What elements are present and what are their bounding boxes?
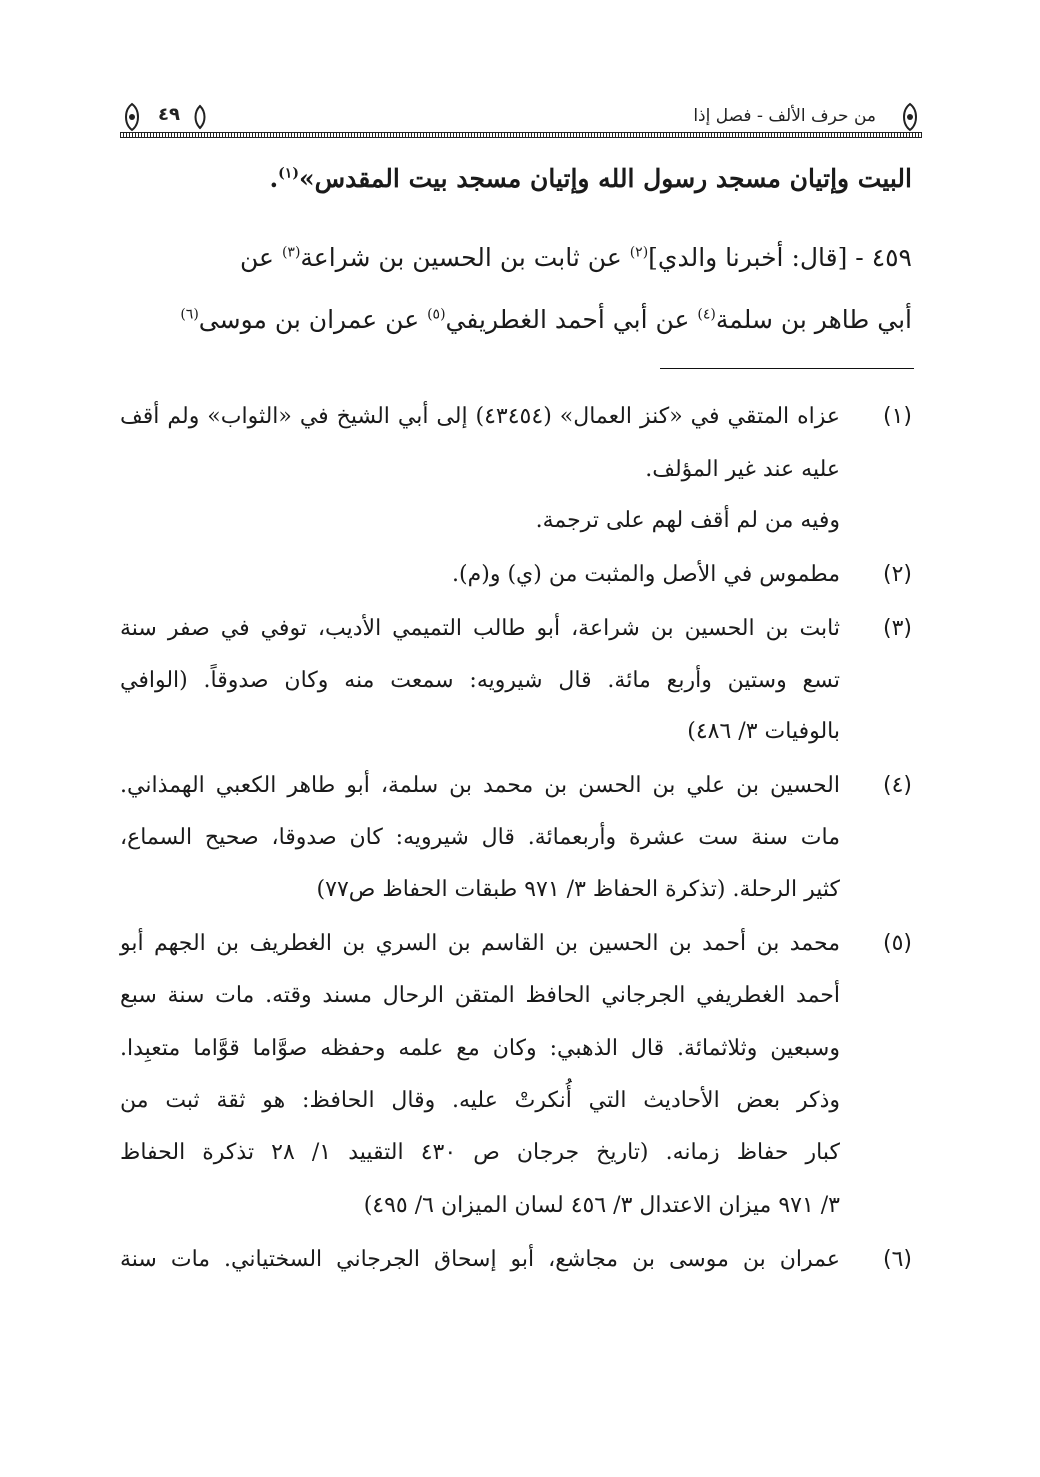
ornament-left-icon [120, 102, 144, 132]
footnote-line: وسبعين وثلاثمائة. قال الذهبي: وكان مع علمه وحفظه صوَّاما قوَّاما متعبِدا. [120, 1036, 840, 1061]
page-number: ٤٩ [158, 104, 180, 125]
footnote-line: عزاه المتقي في «كنز العمال» (٤٣٤٥٤) إلى أبي الشيخ في «الثواب» ولم أقف [120, 404, 840, 429]
main-line-3: أبي طاهر بن سلمة$^{(٤)}$ عن أبي أحمد الغطريفي$^{(٥)}$ عن عمران بن موسى$^{(٦)}$ [180, 305, 912, 334]
footnote-line: بالوفيات ٣/ ٤٨٦) [687, 719, 840, 744]
footnote-line: كبار حفاظ زمانه. (تاريخ جرجان ص ٤٣٠ التقييد ١/ ٢٨ تذكرة الحفاظ [120, 1140, 840, 1165]
ornament-page-number-icon [188, 102, 212, 132]
footnote-ref-4[interactable]: (٤) [697, 306, 716, 323]
footnote-number: (١) [882, 404, 912, 429]
main-line-1: البيت وإتيان مسجد رسول الله وإتيان مسجد بيت المقدس»$^{(١)}$. [269, 164, 912, 193]
footnote-line: عليه عند غير المؤلف. [645, 457, 840, 482]
footnote-number: (٣) [882, 616, 912, 641]
footnote-ref-2[interactable]: (٢) [629, 244, 649, 261]
footnote-line: تسع وستين وأربع مائة. قال شيرويه: سمعت منه وكان صدوقاً. (الوافي [120, 668, 840, 693]
footnote-line: عمران بن موسى بن مجاشع، أبو إسحاق الجرجاني السختياني. مات سنة [120, 1247, 840, 1272]
footnote-line: ثابت بن الحسين بن شراعة، أبو طالب التميمي الأديب، توفي في صفر سنة [120, 616, 840, 641]
footnote-line: مطموس في الأصل والمثبت من (ي) و(م). [452, 562, 840, 587]
footnote-ref-1[interactable]: (١) [278, 165, 299, 182]
main-line-2: ٤٥٩ - [قال: أخبرنا والدي]$^{(٢)}$ عن ثابت بن الحسين بن شراعة$^{(٣)}$ عن [240, 243, 912, 272]
footnote-line: الحسين بن علي بن الحسن بن محمد بن سلمة، أبو طاهر الكعبي الهمذاني. [120, 773, 840, 798]
ornament-right-icon [898, 102, 922, 132]
footnote-number: (٦) [882, 1247, 912, 1272]
footnote-line: وذكر بعض الأحاديث التي أُنكرتْ عليه. وقال الحافظ: هو ثقة ثبت من [120, 1088, 840, 1113]
footnote-line: محمد بن أحمد بن الحسين بن القاسم بن السري بن الغطريف بن الجهم أبو [120, 931, 840, 956]
footnote-line: كثير الرحلة. (تذكرة الحفاظ ٣/ ٩٧١ طبقات الحفاظ ص٧٧) [316, 877, 840, 902]
footnote-divider [660, 368, 914, 369]
running-header [120, 98, 922, 142]
footnote-number: (٥) [882, 931, 912, 956]
footnote-line: مات سنة ست عشرة وأربعمائة. قال شيرويه: كان صدوقا، صحيح السماع، [120, 825, 840, 850]
running-title: من حرف الألف - فصل إذا [693, 106, 876, 126]
header-rule [120, 132, 922, 138]
footnote-ref-5[interactable]: (٥) [427, 306, 446, 323]
footnote-number: (٢) [882, 562, 912, 587]
footnote-line: وفيه من لم أقف لهم على ترجمة. [535, 508, 840, 533]
footnote-line: ٣/ ٩٧١ ميزان الاعتدال ٣/ ٤٥٦ لسان الميزان ٦/ ٤٩٥) [363, 1193, 840, 1218]
footnote-ref-6[interactable]: (٦) [180, 306, 199, 323]
footnote-ref-3[interactable]: (٣) [281, 244, 301, 261]
footnote-line: أحمد الغطريفي الجرجاني الحافظ المتقن الرحال مسند وقته. مات سنة سبع [120, 983, 840, 1008]
footnote-number: (٤) [882, 773, 912, 798]
